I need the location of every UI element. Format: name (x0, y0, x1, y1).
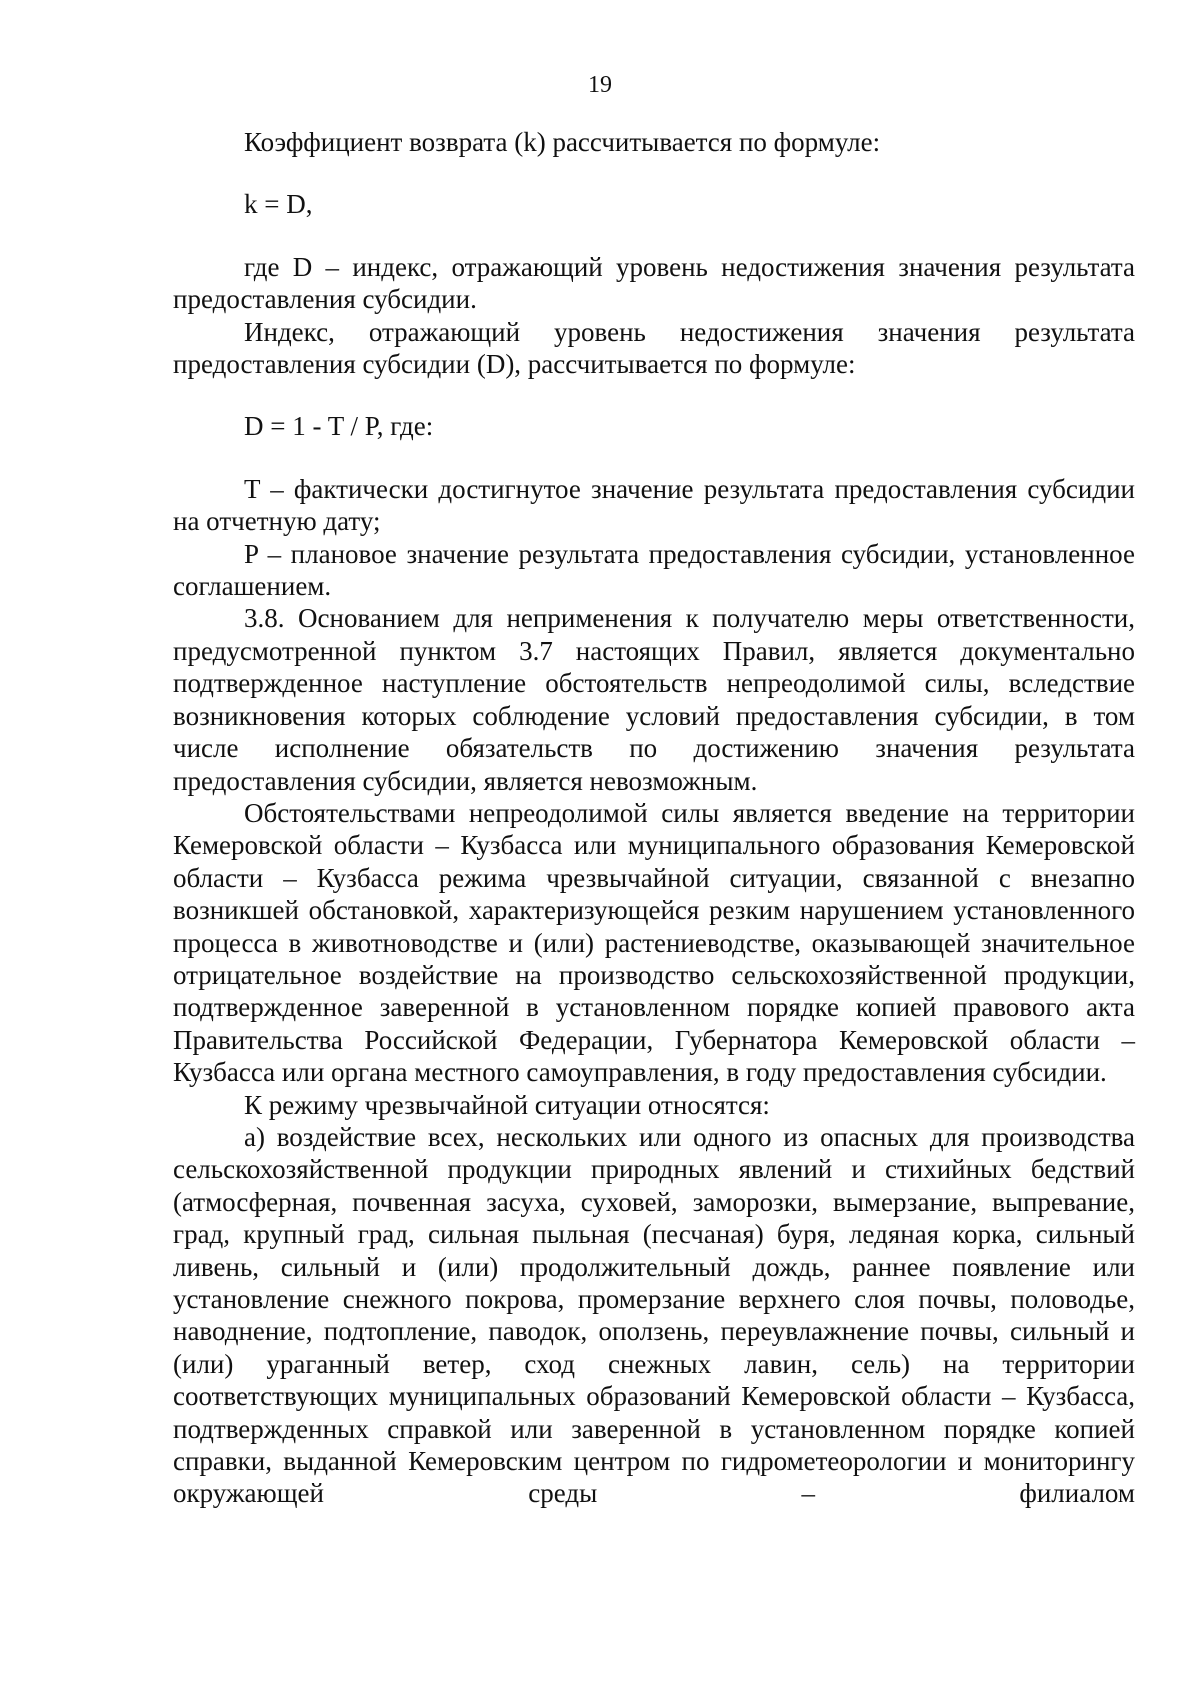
formula-d: D = 1 - T / P, где: (244, 411, 434, 442)
paragraph-emergency-intro: К режиму чрезвычайной ситуации относятся: (244, 1089, 770, 1120)
paragraph-d-definition: где D – индекс, отражающий уровень недостижения значения результата предоставления субсидии. (173, 251, 1135, 315)
document-body (173, 126, 1135, 1510)
paragraph-emergency-a: а) воздействие всех, нескольких или одного из опасных для производства сельскохозяйственной продукции природных явлений и стихийных бедствий (атмосферная, почвенная засуха, суховей, заморозки, вымерзание, выпревание, град, крупный град, сильная пыльная (песчаная) буря, ледяная корка, сильный ливень, сильный и (или) продолжительный дождь, раннее появление или установление снежного покрова, промерзание верхнего слоя почвы, половодье, наводнение, подтопление, паводок, оползень, переувлажнение почвы, сильный и (или) ураганный ветер, сход снежных лавин, сель) на территории соответствующих муниципальных образований Кемеровской области – Кузбасса, подтвержденных справкой или заверенной в установленном порядке копией справки, выданной Кемеровским центром по гидрометеорологии и мониторингу окружающей среды – филиалом (173, 1121, 1135, 1509)
paragraph-p-definition: P – плановое значение результата предоставления субсидии, установленное соглашением. (173, 538, 1135, 602)
paragraph-3-8: 3.8. Основанием для неприменения к получателю меры ответственности, предусмотренной пунктом 3.7 настоящих Правил, является документально подтвержденное наступление обстоятельств непреодолимой силы, вследствие возникновения которых соблюдение условий предоставления субсидии, в том числе исполнение обязательств по достижению значения результата предоставления субсидии, является невозможным. (173, 603, 1135, 796)
paragraph-coefficient-intro: Коэффициент возврата (k) рассчитывается по формуле: (244, 127, 881, 157)
formula-k: k = D, (244, 189, 313, 220)
paragraph-force-majeure: Обстоятельствами непреодолимой силы является введение на территории Кемеровской области – Кузбасса или муниципального образования Кемеровской области – Кузбасса режима чрезвычайной ситуации, связанной с внезапно возникшей обстановкой, характеризующейся резким нарушением установленного процесса в животноводстве и (или) растениеводстве, оказывающей значительное отрицательное воздействие на производство сельскохозяйственной продукции, подтвержденное заверенной в установленном порядке копией правового акта Правительства Российской Федерации, Губернатора Кемеровской области – Кузбасса или органа местного самоуправления, в году предоставления субсидии. (173, 797, 1135, 1088)
paragraph-index-intro: Индекс, отражающий уровень недостижения значения результата предоставления субсидии (D), рассчитывается по формуле: (173, 316, 1135, 380)
paragraph-t-definition: T – фактически достигнутое значение результата предоставления субсидии на отчетную дату; (173, 473, 1135, 537)
page-number: 19 (588, 72, 612, 98)
